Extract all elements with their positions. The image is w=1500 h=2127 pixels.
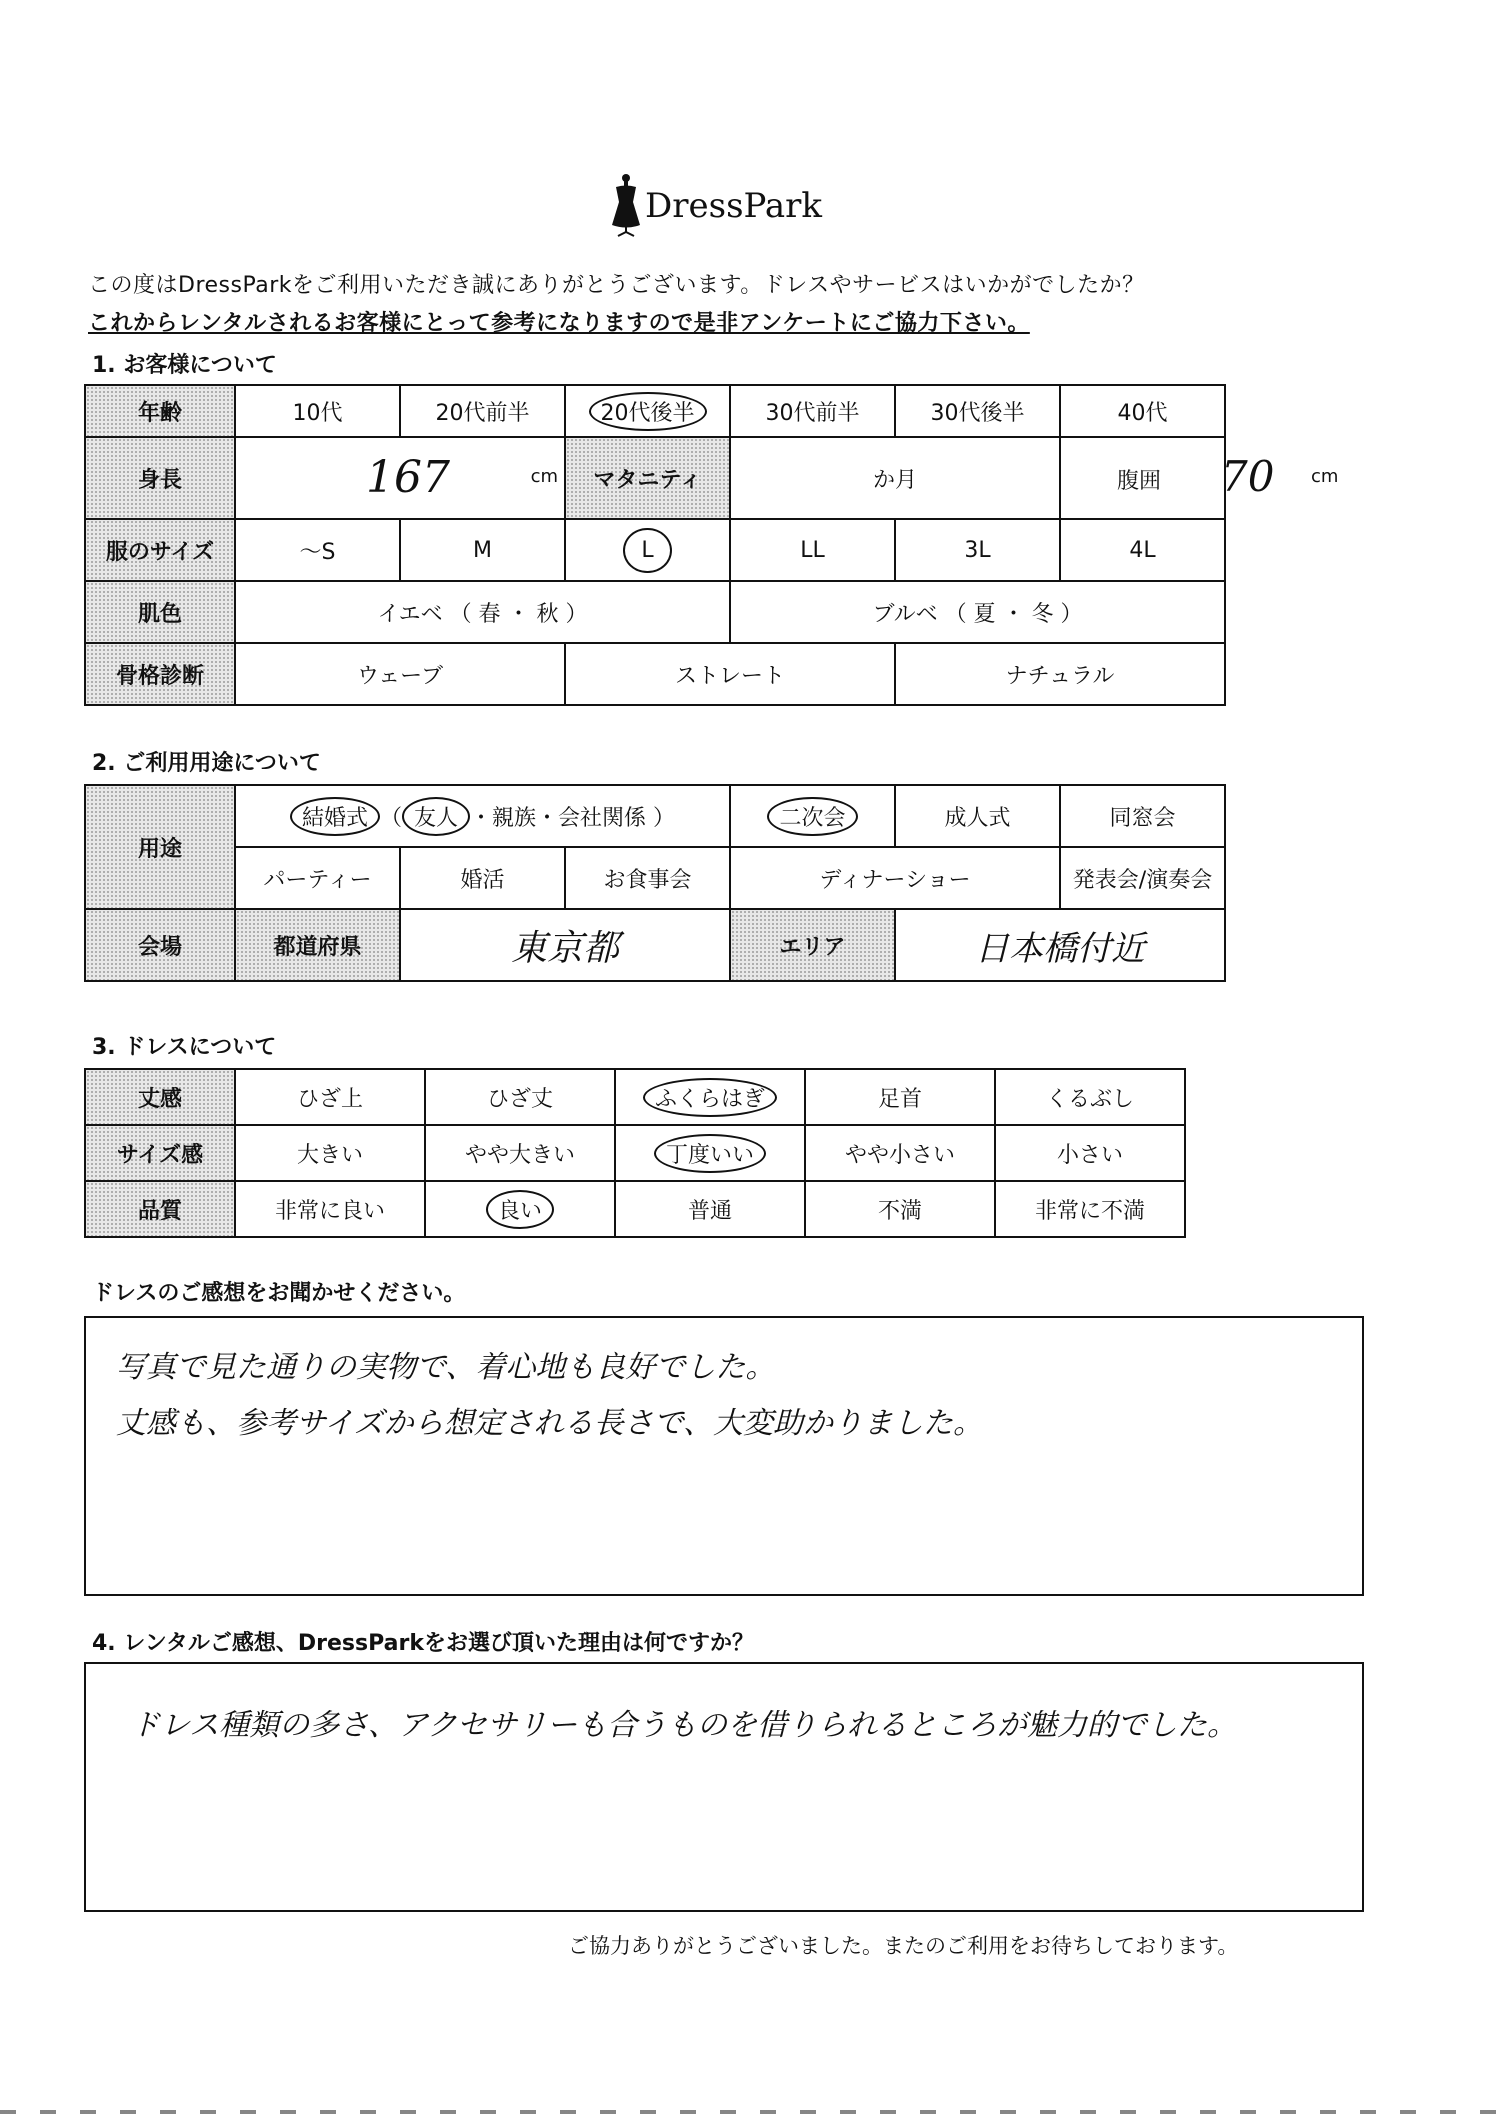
selection-circle: 丁度いい [654, 1134, 766, 1173]
skin-row [85, 581, 1225, 643]
dress-form-logo-icon [606, 170, 646, 240]
usage-option[interactable]: 成人式 [895, 785, 1060, 847]
frame-option[interactable]: ストレート [565, 643, 895, 705]
intro-text: この度はDressParkをご利用いただき誠にありがとうございます。ドレスやサービスはいかがでしたか？ [88, 273, 1145, 298]
selection-circle: 友人 [402, 797, 470, 836]
quality-label: 品質 [85, 1181, 235, 1237]
fit-option-selected[interactable] [615, 1125, 805, 1181]
length-option[interactable]: ひざ上 [235, 1069, 425, 1125]
size-row [85, 519, 1225, 581]
age-option[interactable]: 30代前半 [730, 385, 895, 437]
impressions-line-1: 写真で見た通りの実物で、着心地も良好でした。 [116, 1350, 776, 1385]
fit-label: サイズ感 [85, 1125, 235, 1181]
wedding-paren: （ [379, 805, 402, 831]
area-field[interactable] [895, 909, 1225, 981]
size-option[interactable]: LL [730, 519, 895, 581]
fit-option[interactable]: 小さい [995, 1125, 1185, 1181]
length-label: 丈感 [85, 1069, 235, 1125]
length-row [85, 1069, 1185, 1125]
prefecture-label: 都道府県 [235, 909, 400, 981]
quality-option-selected[interactable] [425, 1181, 615, 1237]
length-option[interactable]: くるぶし [995, 1069, 1185, 1125]
age-option[interactable]: 40代 [1060, 385, 1225, 437]
section1-title: 1. お客様について [92, 353, 277, 378]
frame-option[interactable]: ウェーブ [235, 643, 565, 705]
quality-option[interactable]: 非常に不満 [995, 1181, 1185, 1237]
waist-field[interactable] [1060, 437, 1339, 519]
impressions-line-2: 丈感も、参考サイズから想定される長さで、大変助かりました。 [116, 1406, 983, 1441]
usage-table [84, 784, 1226, 982]
frame-row [85, 643, 1225, 705]
skin-label: 肌色 [85, 581, 235, 643]
usage-option[interactable]: 婚活 [400, 847, 565, 909]
wedding-other: ・親族・会社関係 ） [470, 805, 676, 831]
frame-label: 骨格診断 [85, 643, 235, 705]
venue-row [85, 909, 1225, 981]
age-option[interactable]: 20代前半 [400, 385, 565, 437]
area-value: 日本橋付近 [975, 928, 1145, 969]
skin-yellow-option[interactable]: イエベ （ 春 ・ 秋 ） [235, 581, 730, 643]
size-option[interactable]: M [400, 519, 565, 581]
usage-option[interactable]: ディナーショー [730, 847, 1060, 909]
area-label: エリア [730, 909, 895, 981]
selection-circle: 結婚式 [290, 797, 380, 836]
dress-table [84, 1068, 1186, 1238]
age-option[interactable]: 10代 [235, 385, 400, 437]
height-value: 167 [366, 452, 450, 503]
section4-title: 4. レンタルご感想、DressParkをお選び頂いた理由は何ですか？ [92, 1631, 754, 1656]
maternity-label: マタニティ [565, 437, 730, 519]
section3-title: 3. ドレスについて [92, 1035, 277, 1060]
prefecture-value: 東京都 [510, 927, 619, 969]
usage-option-selected[interactable] [730, 785, 895, 847]
waist-unit: cm [1311, 466, 1339, 487]
reason-textarea[interactable] [84, 1662, 1364, 1912]
skin-blue-option[interactable]: ブルベ （ 夏 ・ 冬 ） [730, 581, 1225, 643]
age-row [85, 385, 1225, 437]
length-option[interactable]: ひざ丈 [425, 1069, 615, 1125]
length-option[interactable]: 足首 [805, 1069, 995, 1125]
quality-row [85, 1181, 1185, 1237]
impressions-textarea[interactable] [84, 1316, 1364, 1596]
quality-option[interactable]: 普通 [615, 1181, 805, 1237]
usage-option[interactable]: 発表会/演奏会 [1060, 847, 1225, 909]
prefecture-field[interactable] [400, 909, 730, 981]
venue-label: 会場 [85, 909, 235, 981]
scan-artifact [0, 2110, 1500, 2114]
selection-circle: 20代後半 [589, 392, 707, 431]
height-label: 身長 [85, 437, 235, 519]
age-option-selected[interactable] [565, 385, 730, 437]
height-unit: cm [530, 466, 558, 487]
selection-circle: L [623, 528, 671, 573]
fit-option[interactable]: やや小さい [805, 1125, 995, 1181]
size-option[interactable]: 4L [1060, 519, 1225, 581]
brand-logo: DressPark [645, 186, 823, 226]
thank-you-footer: ご協力ありがとうございました。またのご利用をお待ちしております。 [568, 1934, 1239, 1958]
size-option[interactable]: 3L [895, 519, 1060, 581]
usage-row-1 [85, 785, 1225, 847]
size-label: 服のサイズ [85, 519, 235, 581]
usage-label: 用途 [85, 785, 235, 909]
section2-title: 2. ご利用用途について [92, 751, 321, 776]
selection-circle: ふくらはぎ [643, 1078, 777, 1117]
age-option[interactable]: 30代後半 [895, 385, 1060, 437]
size-option[interactable]: ～S [235, 519, 400, 581]
usage-option[interactable]: お食事会 [565, 847, 730, 909]
waist-value: 70 [1221, 452, 1275, 501]
length-option-selected[interactable] [615, 1069, 805, 1125]
usage-option[interactable]: 同窓会 [1060, 785, 1225, 847]
size-option-selected[interactable] [565, 519, 730, 581]
usage-row-2 [85, 847, 1225, 909]
frame-option[interactable]: ナチュラル [895, 643, 1225, 705]
quality-option[interactable]: 不満 [805, 1181, 995, 1237]
customer-table [84, 384, 1339, 706]
impressions-prompt: ドレスのご感想をお聞かせください。 [92, 1281, 466, 1306]
selection-circle: 良い [486, 1190, 554, 1229]
fit-option[interactable]: やや大きい [425, 1125, 615, 1181]
age-label: 年齢 [85, 385, 235, 437]
quality-option[interactable]: 非常に良い [235, 1181, 425, 1237]
wedding-option[interactable] [235, 785, 730, 847]
waist-label: 腹囲 [1117, 469, 1162, 494]
height-row [85, 437, 1225, 519]
fit-option[interactable]: 大きい [235, 1125, 425, 1181]
reason-answer: ドレス種類の多さ、アクセサリーも合うものを借りられるところが魅力的でした。 [130, 1708, 1237, 1743]
usage-option[interactable]: パーティー [235, 847, 400, 909]
selection-circle: 二次会 [767, 797, 857, 836]
maternity-months[interactable]: か月 [730, 437, 1060, 519]
height-field[interactable] [235, 437, 565, 519]
fit-row [85, 1125, 1185, 1181]
intro-request: これからレンタルされるお客様にとって参考になりますので是非アンケートにご協力下さい。 [88, 311, 1030, 336]
